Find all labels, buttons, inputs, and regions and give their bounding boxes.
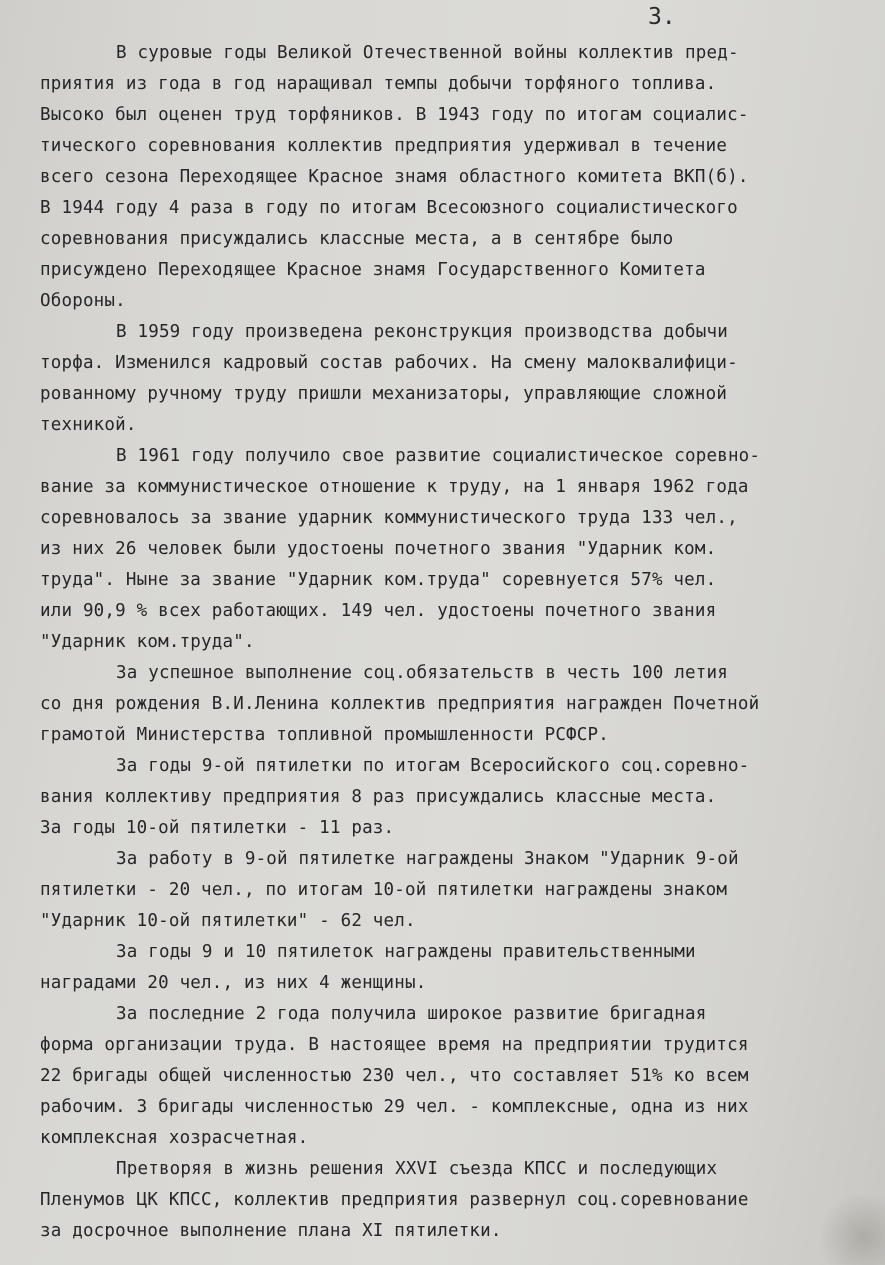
text-line: "Ударник ком.труда". (40, 632, 255, 652)
text-line: рованному ручному труду пришли механизаторы, управляющие сложной (40, 384, 728, 404)
text-line: За годы 10-ой пятилетки - 11 раз. (40, 818, 395, 838)
text-line: всего сезона Переходящее Красное знамя областного комитета ВКП(б). (40, 167, 749, 187)
text-line: грамотой Министерства топливной промышленности РСФСР. (40, 725, 610, 745)
paragraph-first-line: За годы 9-ой пятилетки по итогам Всеросийского соц.соревно- (116, 756, 750, 776)
text-line: соревновалось за звание ударник коммунистического труда 133 чел., (40, 508, 738, 528)
paragraph-first-line: В суровые годы Великой Отечественной войны коллектив пред- (116, 43, 739, 63)
text-line: со дня рождения В.И.Ленина коллектив предприятия награжден Почетной (40, 694, 760, 714)
paper-stain (815, 1195, 885, 1265)
text-line: Высоко был оценен труд торфяников. В 1943 году по итогам социалис- (40, 105, 749, 125)
text-line: В 1944 году 4 раза в году по итогам Всесоюзного социалистического (40, 198, 738, 218)
text-line: комплексная хозрасчетная. (40, 1128, 309, 1148)
document-body (40, 38, 880, 1247)
text-line: тического соревнования коллектив предприятия удерживал в течение (40, 136, 728, 156)
text-line: Пленумов ЦК КПСС, коллектив предприятия развернул соц.соревнование (40, 1190, 749, 1210)
text-line: 22 бригады общей численностью 230 чел., что составляет 51% ко всем (40, 1066, 749, 1086)
paragraph-first-line: За успешное выполнение соц.обязательств в честь 100 летия (116, 663, 728, 683)
text-line: или 90,9 % всех работающих. 149 чел. удостоены почетного звания (40, 601, 717, 621)
text-line: вание за коммунистическое отношение к труду, на 1 января 1962 года (40, 477, 749, 497)
text-line: из них 26 человек были удостоены почетного звания "Ударник ком. (40, 539, 717, 559)
text-line: вания коллективу предприятия 8 раз присуждались классные места. (40, 787, 717, 807)
text-line: за досрочное выполнение плана XI пятилетки. (40, 1221, 502, 1241)
text-line: приятия из года в год наращивал темпы добычи торфяного топлива. (40, 74, 717, 94)
text-line: пятилетки - 20 чел., по итогам 10-ой пятилетки награждены знаком (40, 880, 728, 900)
paragraph-first-line: В 1959 году произведена реконструкция производства добычи (116, 322, 728, 342)
paragraph-first-line: За годы 9 и 10 пятилеток награждены правительственными (116, 942, 696, 962)
text-line: форма организации труда. В настоящее время на предприятии трудится (40, 1035, 749, 1055)
text-line: присуждено Переходящее Красное знамя Государственного Комитета (40, 260, 706, 280)
text-line: соревнования присуждались классные места, а в сентябре было (40, 229, 674, 249)
text-line: труда". Ныне за звание "Ударник ком.труда" соревнуется 57% чел. (40, 570, 717, 590)
paragraph-first-line: В 1961 году получило свое развитие социалистическое соревно- (116, 446, 761, 466)
text-line: техникой. (40, 415, 137, 435)
paragraph-first-line: Претворяя в жизнь решения XXVI съезда КПСС и последующих (116, 1159, 718, 1179)
text-line: наградами 20 чел., из них 4 женщины. (40, 973, 427, 993)
paragraph-first-line: За последние 2 года получила широкое развитие бригадная (116, 1004, 707, 1024)
text-line: Обороны. (40, 291, 126, 311)
text-line: рабочим. 3 бригады численностью 29 чел. - комплексные, одна из них (40, 1097, 749, 1117)
text-line: торфа. Изменился кадровый состав рабочих. На смену малоквалифици- (40, 353, 738, 373)
paragraph-first-line: За работу в 9-ой пятилетке награждены Знаком "Ударник 9-ой (116, 849, 739, 869)
page-number: 3. (648, 4, 676, 30)
text-line: "Ударник 10-ой пятилетки" - 62 чел. (40, 911, 416, 931)
